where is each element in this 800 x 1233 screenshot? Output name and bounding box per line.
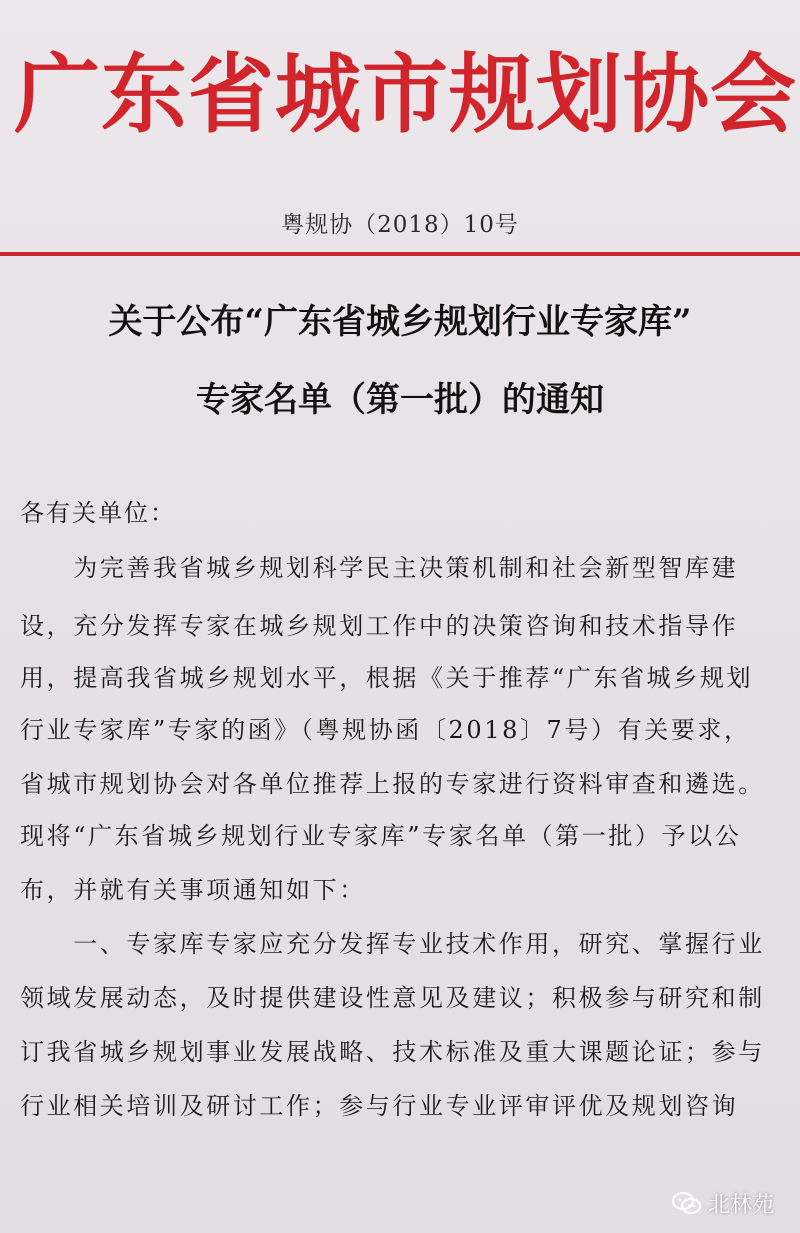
body-line: 为完善我省城乡规划科学民主决策机制和社会新型智库建	[20, 554, 739, 582]
notice-title-line-2: 专家名单（第一批）的通知	[196, 380, 604, 420]
organization-header: 广东省城市规划协会	[14, 45, 797, 145]
body-line: 订我省城乡规划事业发展战略、技术标准及重大课题论证；参与	[20, 1038, 765, 1066]
salutation: 各有关单位：	[20, 499, 176, 527]
body-line: 行业相关培训及研讨工作；参与行业专业评审评优及规划咨询	[20, 1092, 739, 1120]
document-number: 粤规协（2018）10号	[281, 212, 519, 238]
body-line: 布，并就有关事项通知如下：	[20, 876, 366, 904]
body-line: 省城市规划协会对各单位推荐上报的专家进行资料审查和遴选。	[20, 770, 765, 798]
body-line: 设，充分发挥专家在城乡规划工作中的决策咨询和技术指导作	[20, 612, 739, 640]
watermark-label: 北林苑	[707, 1193, 774, 1218]
red-divider-line	[0, 252, 800, 256]
notice-title-line-1: 关于公布“广东省城乡规划行业专家库”	[108, 302, 692, 342]
wechat-watermark	[672, 1188, 774, 1219]
body-line: 现将“广东省城乡规划行业专家库”专家名单（第一批）予以公	[20, 822, 742, 850]
body-line: 一、专家库专家应充分发挥专业技术作用，研究、掌握行业	[20, 930, 765, 958]
body-line: 用，提高我省城乡规划水平，根据《关于推荐“广东省城乡规划	[20, 664, 754, 692]
body-line: 领域发展动态，及时提供建设性意见及建议；积极参与研究和制	[20, 984, 765, 1012]
body-line: 行业专家库”专家的函》（粤规协函〔2018〕7号）有关要求，	[20, 716, 751, 744]
wechat-icon	[672, 1191, 702, 1217]
